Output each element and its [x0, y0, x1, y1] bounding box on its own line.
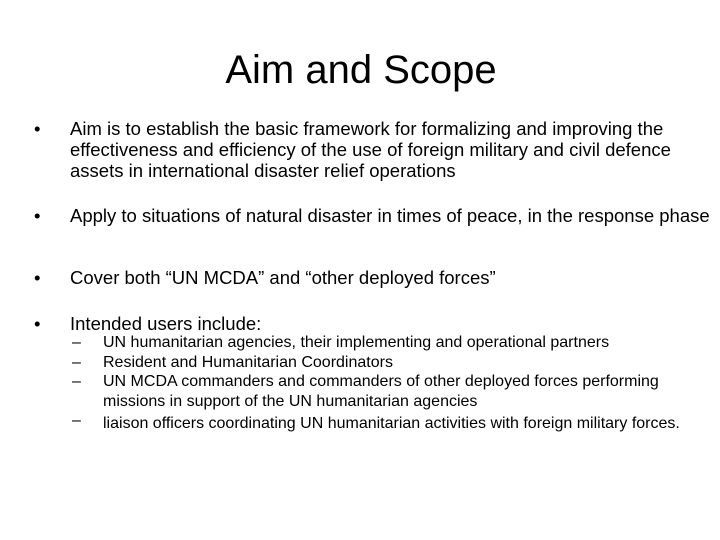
- bullet-intended-users: [30, 313, 714, 334]
- sub-bullet-marker: –: [72, 412, 81, 429]
- sub-bullet-liaison-officers: [72, 411, 712, 437]
- bullet-cover: [30, 267, 714, 288]
- sub-bullet-marker: –: [72, 373, 81, 390]
- sub-bullet-coordinators: [72, 353, 712, 373]
- sub-bullet-text: Resident and Humanitarian Coordinators: [103, 354, 393, 371]
- bullet-text: Apply to situations of natural disaster in times of peace, in the response phase: [70, 205, 710, 226]
- bullet-aim: [30, 118, 714, 181]
- sub-bullet-marker: –: [72, 334, 81, 351]
- bullet-text: Intended users include:: [70, 313, 262, 334]
- sub-bullet-text: UN MCDA commanders and commanders of other deployed forces performing missions in support of the UN humanitarian agencies: [103, 373, 659, 410]
- sub-bullet-agencies: [72, 333, 712, 353]
- bullet-marker: •: [34, 118, 41, 139]
- bullet-marker: •: [34, 205, 41, 226]
- sub-bullet-text: liaison officers coordinating UN humanitarian activities with foreign military forces.: [103, 415, 680, 432]
- sub-bullet-commanders: [72, 372, 712, 411]
- bullet-apply: [30, 205, 714, 226]
- sub-bullet-marker: –: [72, 354, 81, 371]
- bullet-text: Aim is to establish the basic framework for formalizing and improving the effectiveness and efficiency of the use of foreign military and civil defence assets in international disaster relief operations: [70, 118, 671, 181]
- sub-bullet-text: UN humanitarian agencies, their implementing and operational partners: [103, 334, 610, 351]
- bullet-marker: •: [34, 313, 41, 334]
- bullet-marker: •: [34, 267, 41, 288]
- bullet-text: Cover both “UN MCDA” and “other deployed forces”: [70, 267, 496, 288]
- slide-title: Aim and Scope: [225, 48, 497, 92]
